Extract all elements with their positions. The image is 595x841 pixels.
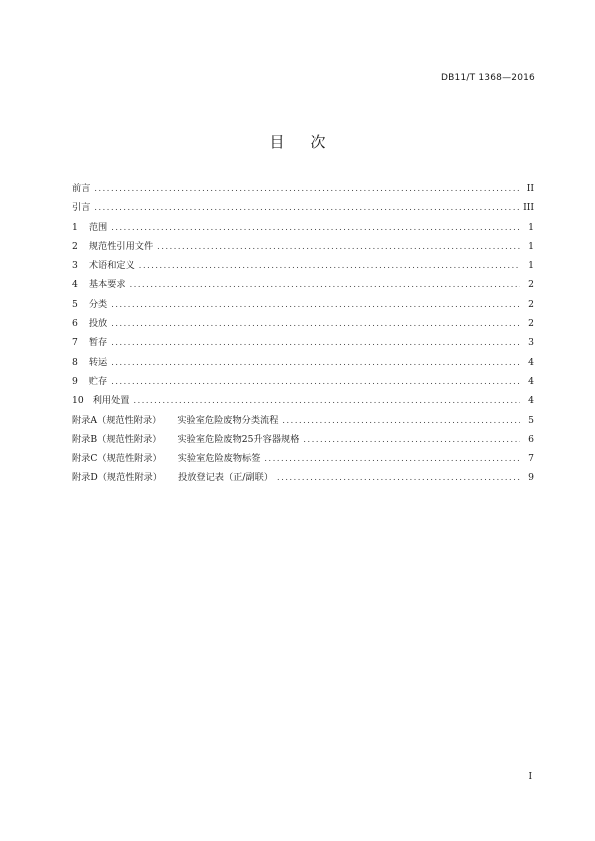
page-title: 目次 xyxy=(269,133,352,151)
toc-entry-page: 1 xyxy=(528,221,534,233)
toc-entry-title: 分类 xyxy=(88,298,108,310)
table-of-contents xyxy=(72,180,534,489)
toc-entry-label xyxy=(72,276,126,290)
toc-entry-label xyxy=(72,412,278,426)
toc-dot-leader xyxy=(130,280,520,289)
toc-entry-label xyxy=(72,219,107,233)
toc-dot-leader xyxy=(264,454,520,463)
toc-entry-page: 2 xyxy=(528,298,534,310)
toc-dot-leader xyxy=(157,242,520,251)
toc-entry[interactable] xyxy=(72,392,534,411)
toc-dot-leader xyxy=(94,184,520,193)
toc-entry[interactable] xyxy=(72,334,534,353)
toc-entry-label xyxy=(72,431,299,445)
toc-entry-label xyxy=(72,373,107,387)
document-code: DB11/T 1368—2016 xyxy=(441,73,535,83)
toc-entry-number: 3 xyxy=(72,260,78,272)
toc-entry-page: III xyxy=(523,202,534,214)
toc-entry-title: 实验室危险废物分类流程 xyxy=(177,414,279,426)
toc-entry[interactable] xyxy=(72,450,534,469)
toc-entry-number: 6 xyxy=(72,318,78,330)
toc-entry[interactable] xyxy=(72,373,534,392)
toc-dot-leader xyxy=(111,377,520,386)
toc-dot-leader xyxy=(277,473,520,482)
toc-dot-leader xyxy=(94,203,519,212)
toc-dot-leader xyxy=(111,223,520,232)
toc-entry-title: 基本要求 xyxy=(88,279,126,291)
toc-entry[interactable] xyxy=(72,431,534,450)
toc-entry-title: 转运 xyxy=(88,356,108,368)
toc-dot-leader xyxy=(111,319,520,328)
toc-entry-title: 暂存 xyxy=(88,337,108,349)
toc-entry-title: 规范性引用文件 xyxy=(88,240,154,252)
toc-entry-label xyxy=(72,296,107,310)
toc-entry-title: 投放 xyxy=(88,318,108,330)
toc-entry[interactable] xyxy=(72,296,534,315)
toc-entry-number: 8 xyxy=(72,356,78,368)
toc-entry-page: 2 xyxy=(528,279,534,291)
toc-entry-label xyxy=(72,354,107,368)
toc-entry-title: 实验室危险废物标签 xyxy=(177,453,261,465)
toc-entry-page: 7 xyxy=(528,453,534,465)
toc-entry-page: 9 xyxy=(528,472,534,484)
toc-entry-number: 附录D（规范性附录） xyxy=(72,472,163,484)
toc-entry-number: 2 xyxy=(72,240,78,252)
toc-entry-label xyxy=(72,469,273,483)
toc-entry-title: 前言 xyxy=(72,183,91,194)
toc-entry-label xyxy=(72,334,107,348)
toc-entry-number: 附录A（规范性附录） xyxy=(72,414,162,426)
toc-entry-label xyxy=(72,450,260,464)
toc-entry-label xyxy=(72,238,153,252)
toc-entry[interactable] xyxy=(72,238,534,257)
toc-entry-label xyxy=(72,392,129,406)
toc-entry-label xyxy=(72,199,90,213)
toc-dot-leader xyxy=(139,261,520,270)
toc-entry-label xyxy=(72,257,135,271)
toc-entry[interactable] xyxy=(72,276,534,295)
toc-dot-leader xyxy=(111,338,520,347)
toc-entry-page: 1 xyxy=(528,240,534,252)
toc-entry[interactable] xyxy=(72,180,534,199)
toc-entry[interactable] xyxy=(72,469,534,488)
toc-entry-title: 投放登记表（正/副联） xyxy=(178,472,274,484)
toc-entry[interactable] xyxy=(72,219,534,238)
toc-entry-page: 1 xyxy=(528,260,534,272)
toc-entry-page: 6 xyxy=(528,433,534,445)
toc-entry-page: 5 xyxy=(528,414,534,426)
toc-entry-title: 术语和定义 xyxy=(88,260,135,272)
page-number: I xyxy=(528,772,532,782)
toc-entry-number: 10 xyxy=(72,395,84,407)
toc-entry-number: 附录B（规范性附录） xyxy=(72,433,162,445)
toc-entry-page: 4 xyxy=(528,356,534,368)
toc-entry-number: 7 xyxy=(72,337,78,349)
toc-dot-leader xyxy=(282,416,520,425)
toc-entry-page: 4 xyxy=(528,395,534,407)
toc-entry-page: 2 xyxy=(528,318,534,330)
toc-entry[interactable] xyxy=(72,199,534,218)
toc-entry[interactable] xyxy=(72,354,534,373)
toc-entry[interactable] xyxy=(72,412,534,431)
toc-entry[interactable] xyxy=(72,257,534,276)
toc-entry-number: 附录C（规范性附录） xyxy=(72,453,162,465)
toc-entry-number: 4 xyxy=(72,279,78,291)
toc-dot-leader xyxy=(133,396,520,405)
toc-entry-number: 9 xyxy=(72,375,78,387)
toc-entry-number: 1 xyxy=(72,221,78,233)
toc-entry-title: 范围 xyxy=(88,221,108,233)
toc-entry-label xyxy=(72,315,107,329)
toc-entry-title: 实验室危险废物25升容器规格 xyxy=(177,433,300,445)
toc-entry-number: 5 xyxy=(72,298,78,310)
toc-entry-page: 4 xyxy=(528,375,534,387)
toc-entry-title: 贮存 xyxy=(88,375,108,387)
toc-dot-leader xyxy=(303,435,520,444)
toc-entry-title: 引言 xyxy=(72,202,91,214)
toc-entry-title: 利用处置 xyxy=(92,395,130,407)
toc-entry[interactable] xyxy=(72,315,534,334)
toc-entry-page: II xyxy=(526,183,534,194)
toc-dot-leader xyxy=(111,300,520,309)
toc-entry-page: 3 xyxy=(528,337,534,349)
toc-dot-leader xyxy=(111,358,520,367)
toc-entry-label xyxy=(72,180,90,194)
